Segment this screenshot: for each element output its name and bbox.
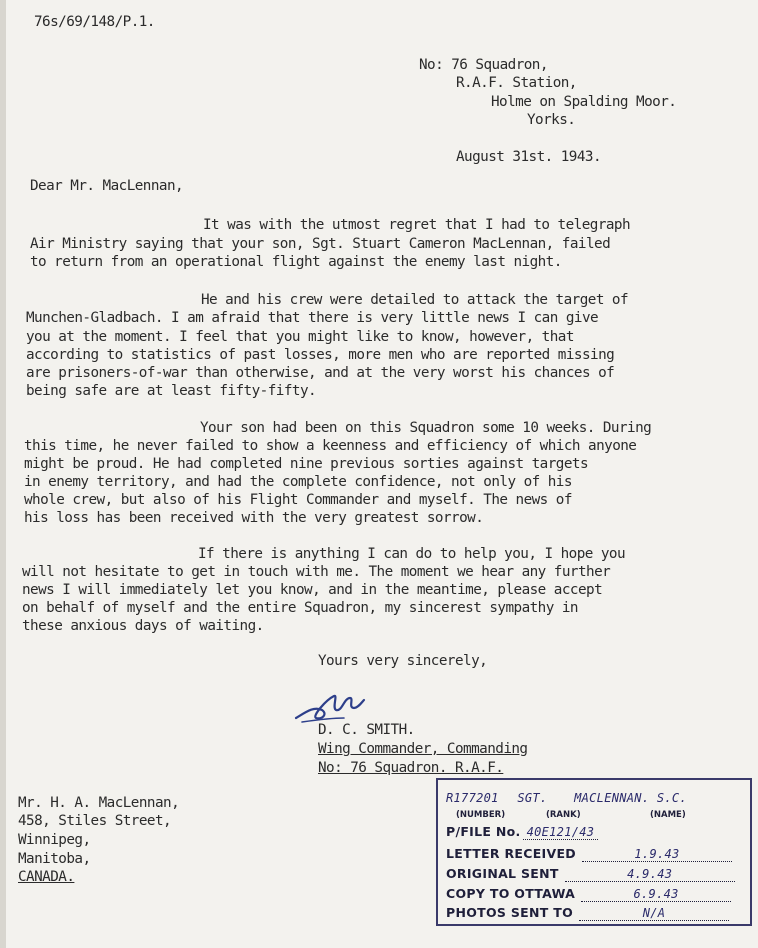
recipient-line-2: 458, Stiles Street, [18,813,172,829]
para2-line: He and his crew were detailed to attack the target of [201,292,629,308]
para4-line: on behalf of myself and the entire Squadron, my sincerest sympathy in [22,600,578,616]
stamp-copy-ottawa-value: 6.9.43 [581,887,731,902]
para4-line: news I will immediately let you know, and in the meantime, please accept [22,582,603,598]
stamp-identity-row [446,790,687,805]
para1-line: It was with the utmost regret that I had to telegraph [203,217,631,233]
registry-stamp [436,778,752,926]
para2-line: are prisoners-of-war than otherwise, and at the very worst his chances of [26,365,615,381]
para3-line: this time, he never failed to show a keenness and efficiency of which anyone [24,438,637,454]
para4-line: these anxious days of waiting. [22,618,264,634]
stamp-label-name: (NAME) [650,810,686,820]
stamp-pfile-value: 40E121/43 [523,825,599,840]
para3-line: might be proud. He had completed nine previous sorties against targets [24,456,589,472]
para3-line: whole crew, but also of his Flight Commander and myself. The news of [24,492,572,508]
para3-line: in enemy territory, and had the complete confidence, not only of his [24,474,572,490]
para2-line: Munchen-Gladbach. I am afraid that there is very little news I can give [26,310,599,326]
para2-line: according to statistics of past losses, more men who are reported missing [26,347,615,363]
signatory-title: Wing Commander, Commanding [318,741,528,757]
stamp-copy-ottawa-label: COPY TO OTTAWA [446,886,576,901]
para1-line: Air Ministry saying that your son, Sgt. Stuart Cameron MacLennan, failed [30,236,611,252]
recipient-line-1: Mr. H. A. MacLennan, [18,795,180,811]
stamp-letter-received-label: LETTER RECEIVED [446,846,576,861]
stamp-pfile-row [446,824,598,839]
stamp-name: MACLENNAN. S.C. [574,791,687,805]
address-line-1: No: 76 Squadron, [419,57,548,73]
signatory-name: D. C. SMITH. [318,722,415,738]
salutation: Dear Mr. MacLennan, [30,178,184,194]
address-line-4: Yorks. [527,112,576,128]
stamp-original-sent-label: ORIGINAL SENT [446,866,559,881]
para4-line: will not hesitate to get in touch with me. The moment we hear any further [22,564,611,580]
stamp-copy-ottawa-row [446,886,731,902]
para2-line: you at the moment. I feel that you might like to know, however, that [26,329,574,345]
address-line-3: Holme on Spalding Moor. [491,94,677,110]
stamp-letter-received-row [446,846,732,862]
stamp-original-sent-row [446,866,735,882]
stamp-photos-sent-row [446,905,729,921]
stamp-photos-sent-value: N/A [579,906,729,921]
signatory-unit: No: 76 Squadron. R.A.F. [318,760,504,776]
stamp-label-number: (NUMBER) [456,810,506,820]
stamp-number: R177201 [446,791,499,805]
para3-line: his loss has been received with the very greatest sorrow. [24,510,484,526]
para4-line: If there is anything I can do to help you, I hope you [198,546,626,562]
stamp-rank: SGT. [517,791,548,805]
recipient-line-3: Winnipeg, [18,832,91,848]
para2-line: being safe are at least fifty-fifty. [26,383,317,399]
recipient-line-4: Manitoba, [18,851,91,867]
letter-date: August 31st. 1943. [456,149,602,165]
closing: Yours very sincerely, [318,653,488,669]
scan-edge [0,0,6,948]
address-line-2: R.A.F. Station, [456,75,577,91]
reference-number: 76s/69/148/P.1. [34,14,155,30]
para1-line: to return from an operational flight against the enemy last night. [30,254,562,270]
stamp-original-sent-value: 4.9.43 [565,867,735,882]
stamp-pfile-label: P/FILE No. [446,824,521,839]
recipient-line-5: CANADA. [18,869,75,885]
stamp-photos-sent-label: PHOTOS SENT TO [446,905,573,920]
stamp-letter-received-value: 1.9.43 [582,847,732,862]
stamp-label-rank: (RANK) [546,810,581,820]
para3-line: Your son had been on this Squadron some 10 weeks. During [200,420,652,436]
